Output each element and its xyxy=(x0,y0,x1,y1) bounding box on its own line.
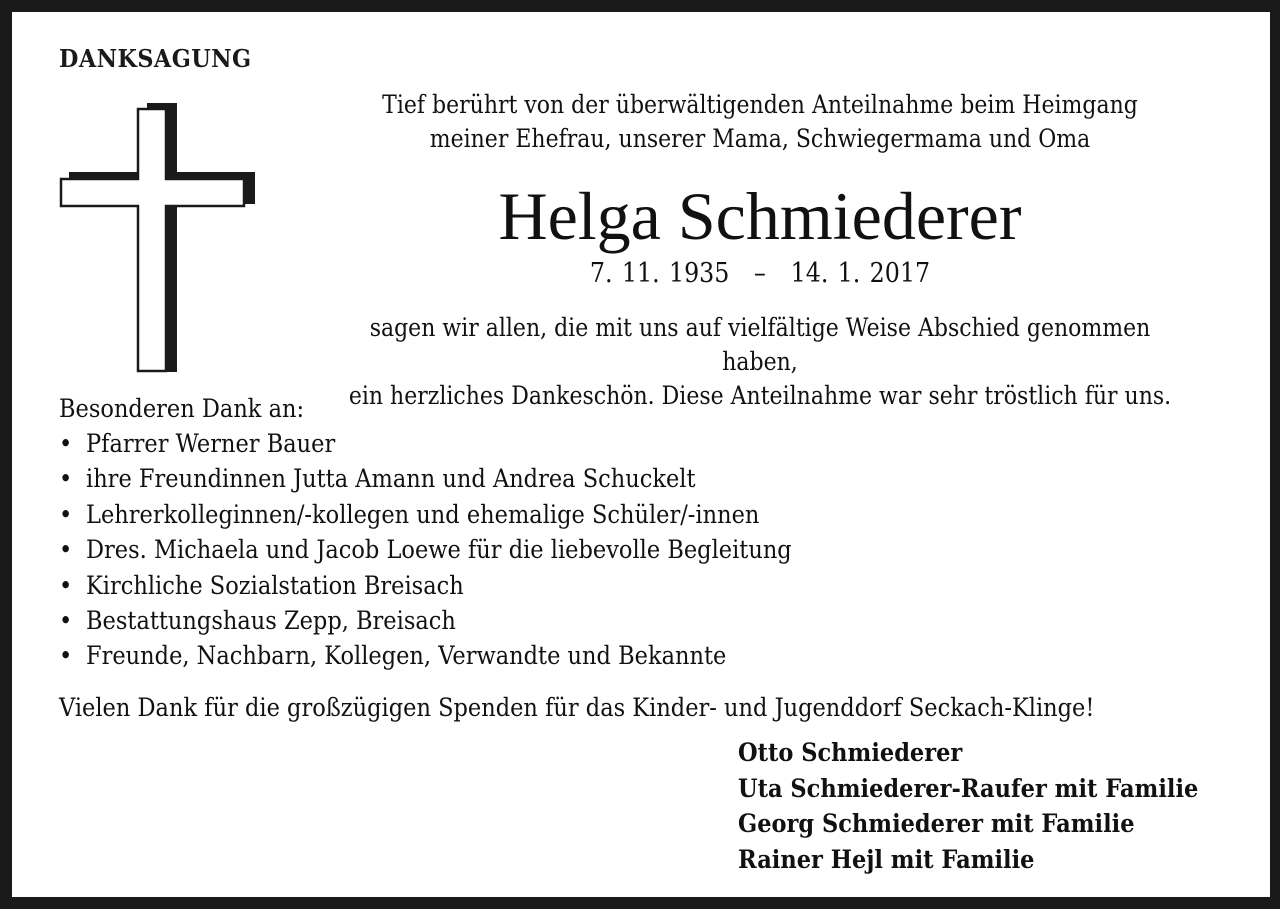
list-item xyxy=(59,603,792,638)
special-thanks-list xyxy=(59,426,792,674)
thanks-line: sagen wir allen, die mit uns auf vielfältige Weise Abschied genommen haben, xyxy=(369,313,1151,376)
list-item-text: Kirchliche Sozialstation Breisach xyxy=(86,570,464,600)
list-item xyxy=(59,497,792,532)
bullet-icon: • xyxy=(59,429,73,458)
signature-line: Georg Schmiederer mit Familie xyxy=(738,809,1135,838)
list-item-text: ihre Freundinnen Jutta Amann und Andrea Schuckelt xyxy=(86,464,696,494)
intro-text xyxy=(346,88,1173,156)
list-item-text: Freunde, Nachbarn, Kollegen, Verwandte und Bekannte xyxy=(86,641,727,671)
signatures xyxy=(738,735,1198,877)
bullet-icon: • xyxy=(59,499,73,529)
list-item xyxy=(59,532,792,567)
list-item xyxy=(59,568,792,603)
intro-line: Tief berührt von der überwältigenden Anteilnahme beim Heimgang xyxy=(382,90,1138,119)
death-date: 14. 1. 2017 xyxy=(790,258,931,289)
deceased-name: Helga Schmiederer xyxy=(498,178,1022,254)
intro-line: meiner Ehefrau, unserer Mama, Schwiegermama und Oma xyxy=(429,124,1091,153)
bullet-icon: • xyxy=(59,570,73,600)
signature-line: Uta Schmiederer-Raufer mit Familie xyxy=(738,773,1199,803)
list-item-text: Dres. Michaela und Jacob Loewe für die liebevolle Begleitung xyxy=(86,535,792,565)
list-item-text: Bestattungshaus Zepp, Breisach xyxy=(86,605,456,635)
bullet-icon: • xyxy=(59,641,73,671)
list-item xyxy=(59,638,792,673)
signature-line: Rainer Hejl mit Familie xyxy=(738,844,1035,874)
bullet-icon: • xyxy=(59,535,73,565)
bullet-icon: • xyxy=(59,464,73,494)
donation-text: Vielen Dank für die großzügigen Spenden für das Kinder- und Jugenddorf Seckach-Klinge! xyxy=(59,693,1095,722)
birth-date: 7. 11. 1935 xyxy=(589,258,730,289)
date-separator: – xyxy=(754,258,766,289)
signature-line: Otto Schmiederer xyxy=(738,738,963,767)
special-thanks-label: Besonderen Dank an: xyxy=(59,394,305,423)
list-item-text: Pfarrer Werner Bauer xyxy=(86,429,336,458)
list-item xyxy=(59,461,792,496)
list-item xyxy=(59,426,792,461)
thanks-line: ein herzliches Dankeschön. Diese Anteilnahme war sehr tröstlich für uns. xyxy=(348,381,1172,410)
bullet-icon: • xyxy=(59,605,73,635)
notice-heading: DANKSAGUNG xyxy=(59,44,252,73)
thanks-text xyxy=(346,311,1173,413)
latin-cross-icon xyxy=(58,103,256,377)
list-item-text: Lehrerkolleginnen/-kollegen und ehemalige Schüler/-innen xyxy=(86,499,760,529)
life-dates xyxy=(346,256,1173,292)
